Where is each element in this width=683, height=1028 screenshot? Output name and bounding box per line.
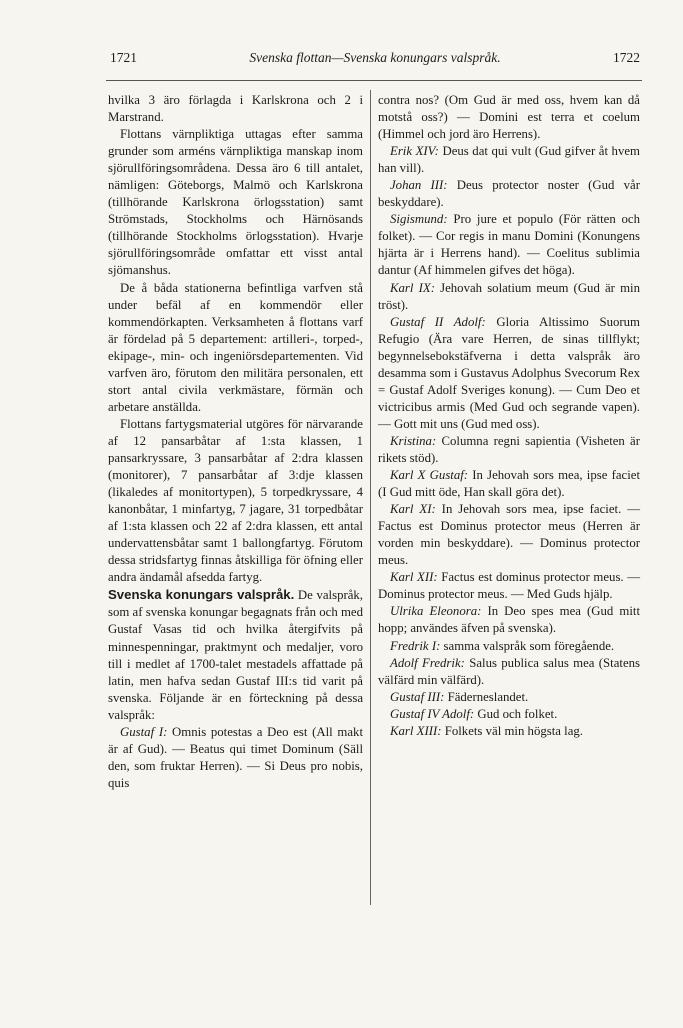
- motto-text: Jehovah solatium meum (Gud är min tröst).: [378, 280, 641, 312]
- king-name: Karl XIII:: [390, 723, 442, 738]
- king-name: Ulrika Eleonora:: [390, 604, 482, 619]
- motto-entry: [378, 655, 640, 689]
- king-name: Gustaf III:: [390, 689, 445, 704]
- motto-text: Columna regni sapientia (Visheten är rikets stöd).: [378, 433, 640, 465]
- motto-text: Deus dat qui vult (Gud gifver åt hvem han vill).: [378, 144, 640, 176]
- motto-text: Deus protector noster (Gud vår beskyddare).: [378, 178, 640, 210]
- motto-entry: [378, 603, 640, 637]
- left-column: [108, 92, 363, 792]
- motto-text: Fäderneslandet.: [444, 689, 529, 704]
- motto-entry: [378, 143, 640, 177]
- motto-entry: [378, 314, 640, 433]
- motto-text: In Deo spes mea (Gud mitt hopp; användes äfven på svenska).: [378, 604, 641, 636]
- motto-entry: [378, 723, 640, 740]
- paragraph: Flottans fartygsmaterial utgöres för närvarande af 12 pansarbåtar af 1:sta klassen, 1 pansarkryssare, 3 pansarbåtar af 2:dra klassen (monitorer), 7 pansarbåtar af 3:dje klassen (likaledes af monitortypen), 5 torpedkryssare, 4 kanonbåtar, 1 minfartyg, 7 jagare, 31 torpedbåtar af 1:sta klassen och 22 af 2:dra klassen, ett antal undervattensbåtar samt 1 ballongfartyg. Förutom dessa stridsfartyg finnas åtskilliga för öfning eller andra ändamål afsedda fartyg.: [108, 416, 363, 585]
- paragraph: contra nos? (Om Gud är med oss, hvem kan då motstå oss?) — Domini est terra et coelum (Himmel och jord äro Herrens).: [378, 93, 640, 142]
- motto-text: Salus publica salus mea (Statens välfärd min välfärd).: [378, 655, 640, 687]
- king-name: Erik XIV:: [390, 144, 439, 159]
- king-name: Karl XI:: [390, 502, 436, 517]
- motto-entry: [378, 177, 640, 211]
- section-text: De valspråk, som af svenska konungar begagnats från och med Gustaf Vasas tid och hvilka återgifvits på minnespenningar, praktmynt och medaljer, voro till i medlet af 1700-talet mestadels affattade på latin, men hafva sedan Gustaf III:s tid varit på svenska. Följande är en förteckning på dessa valspråk:: [108, 588, 364, 722]
- section-title: Svenska konungars valspråk.: [108, 587, 295, 603]
- motto-text: In Jehovah sors mea, ipse faciet. — Factus est Dominus protector meus (Herren är vorden min beskyddare). — Dominus protector meus.: [378, 502, 640, 568]
- page-header: [110, 50, 640, 72]
- header-rule: [106, 80, 642, 81]
- motto-entry: [378, 501, 640, 569]
- king-name: Sigismund:: [390, 212, 448, 227]
- king-name: Gustaf II Adolf:: [390, 314, 486, 329]
- king-name: Karl IX:: [390, 280, 435, 295]
- motto-text: samma valspråk som föregående.: [440, 638, 615, 653]
- king-name: Johan III:: [390, 178, 448, 193]
- king-name: Gustaf IV Adolf:: [390, 706, 475, 721]
- section-paragraph: [108, 586, 363, 723]
- motto-text: Pro jure et populo (För rätten och folket). — Cor regis in manu Domini (Konungens hjärta är i Herrens hand). — Coelitus sublimia dantur (Af himmelen gifves det höga).: [378, 212, 640, 278]
- paragraph: De å båda stationerna befintliga varfven stå under befäl af en kommendör eller kommendörkapten. Verksamheten å flottans varf är fördelad på 5 departement: artilleri-, torped-, ekipage-, min- och ingeniörsdepartementen. Vid varfven äro, förutom den militära personalen, ett stort antal civila verkmästare, förmän och arbetare anställda.: [108, 280, 363, 414]
- motto-text: In Jehovah sors mea, ipse faciet (I Gud mitt öde, Han skall göra det).: [378, 468, 641, 500]
- motto-entry: [378, 706, 640, 723]
- king-name: Gustaf I:: [120, 724, 168, 739]
- motto-text: Factus est dominus protector meus. — Dominus protector meus. — Med Guds hjälp.: [378, 570, 640, 602]
- motto-text: Omnis potestas a Deo est (All makt är af Gud). — Beatus qui timet Dominum (Säll den, som fruktar Herren). — Si Deus pro nobis, quis: [108, 724, 363, 790]
- paragraph: hvilka 3 äro förlagda i Karlskrona och 2 i Marstrand.: [108, 93, 363, 125]
- page-number-right: 1722: [613, 50, 640, 65]
- running-title: Svenska flottan—Svenska konungars valspråk.: [249, 50, 501, 65]
- king-name: Karl XII:: [390, 570, 438, 585]
- motto-entry: [378, 569, 640, 603]
- motto-entry: [378, 467, 640, 501]
- paragraph: Flottans värnpliktiga uttagas efter samma grunder som arméns värnpliktiga manskap inom sjörullföringsområdena. Dessa äro 6 till antalet, nämligen: Göteborgs, Malmö och Karlskrona (tillhörande Karlskrona örlogsstation) samt Strömstads, Stockholms och Härnösands (tillhörande Stockholms örlogsstation). Hvarje sjörullföringsområde omfattar ett visst antal sjömanshus.: [108, 127, 363, 278]
- motto-text: Gloria Altissimo Suorum Refugio (Ära vare Herren, de sinas tillflykt; begynnelsebokstäfverna i detta valspråk äro desamma som i Gustavus Adolphus Svecorum Rex = Gustaf Adolf Sveriges konung). — Cum Deo et victricibus armis (Med Gud och segrande vapen). — Gott mit uns (Gud med oss).: [378, 314, 640, 431]
- king-name: Adolf Fredrik:: [390, 655, 465, 670]
- king-name: Karl X Gustaf:: [390, 468, 469, 483]
- motto-entry: [378, 689, 640, 706]
- motto-entry: [378, 638, 640, 655]
- motto-text: Folkets väl min högsta lag.: [441, 723, 583, 738]
- right-column: [378, 92, 640, 740]
- motto-text: Gud och folket.: [474, 706, 558, 721]
- column-divider: [370, 90, 371, 905]
- page-number-left: 1721: [110, 50, 137, 65]
- motto-entry: [108, 724, 363, 792]
- king-name: Kristina:: [390, 433, 437, 448]
- motto-entry: [378, 211, 640, 279]
- king-name: Fredrik I:: [390, 638, 441, 653]
- motto-entry: [378, 433, 640, 467]
- motto-entry: [378, 280, 640, 314]
